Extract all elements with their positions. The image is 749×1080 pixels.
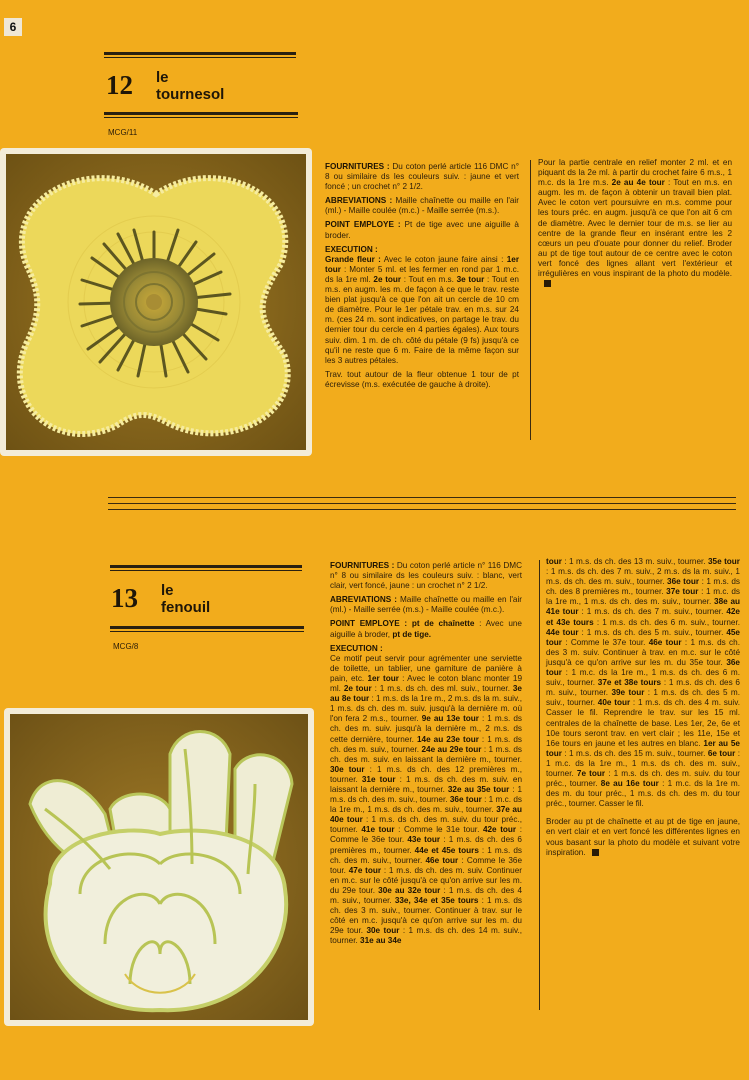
col2-text-q-13: : 1 m.c. ds la 1re m. des m. du tour préc., 1 m.s. ds ch. des m. du tour préc., tourner. Casser le fil. xyxy=(546,779,741,809)
exec-text-c-13: : 1 m.s. ds ch. des ml. suiv., tourner. xyxy=(371,684,513,694)
photo-fennel-doily xyxy=(4,708,314,1026)
pattern12-instructions-col2 xyxy=(538,158,732,293)
exec-text-j-13: : 1 m.s. ds ch. des m. suiv., tourner. xyxy=(330,784,522,805)
col2-text-g-13: : 1 m.s. ds ch. des 5 m. suiv., tourner. xyxy=(578,627,727,637)
fournitures-label-12: FOURNITURES : xyxy=(325,162,390,171)
exec-text-a-13: Ce motif peut servir pour agrémenter une serviette de toilette, un tablier, une garniture de panière à pain, etc. xyxy=(330,653,522,683)
end-mark-13 xyxy=(592,849,599,856)
point-text-12: Pt de tige avec une aiguille à broder. xyxy=(325,220,519,240)
col2-label-t36b-13: 36e tour xyxy=(546,657,740,678)
header-rule-bottom-13b xyxy=(110,631,304,632)
col2-label-t6-13: 6e tour xyxy=(707,748,736,758)
exec-text-t-13: : 1 m.s. ds ch. des 3 m. suiv., tourner. Continuer à trav. sur le côté en m.c. jusqu'à ce qu'on arrive sur les m. du 29e tour. xyxy=(330,896,523,936)
col2-text-n-13: : 1 m.s. ds ch. des 15 m. suiv., tourner. xyxy=(561,748,708,758)
execution-text2-12: Trav. tout autour de la fleur obtenue 1 tour de pt écrevisse (m.s. exécutée de gauche à droite). xyxy=(325,369,519,389)
exec-text-p-13: : 1 m.s. ds ch. des m. suiv., tourner. xyxy=(330,845,522,865)
pattern-number-12: 12 xyxy=(106,70,133,100)
exec-label-t30b-13: 30e au 32e tour xyxy=(378,885,441,895)
col2-label-tour-13: tour xyxy=(546,557,562,566)
header-rule-top-13b xyxy=(110,570,302,571)
pattern-title-13-line2: fenouil xyxy=(161,599,211,616)
end-mark-12 xyxy=(544,280,551,287)
section-separator-1 xyxy=(108,497,736,498)
col2-text-b-12: : Tout en m.s. en augm. les m. de façon à obtenir un travail bien plat. Avec le coton vert poursuivre en m.s. comme pour les tours préc. en augm. jusqu'à ce que l'on ait 6 cm de diamètre. Avec le dernier tour de m.s. se lier au centre de la grande fleur en insérant entre les 2 cœurs un peu d'ouate pour donner du relief. Broder au pt de tige tout autour de ce centre avec le coton vert foncé des lignes allant vert l'extérieur et irrégulières en vous inspirant de la photo du modèle. xyxy=(538,178,733,279)
pattern-ref-12: MCG/11 xyxy=(108,128,138,137)
header-rule-top-13 xyxy=(110,565,302,568)
exec-label-t47-13: 47e tour xyxy=(348,865,382,875)
col2-text-a-13: : 1 m.s. ds ch. des 13 m. suiv., tourner. xyxy=(561,557,708,566)
exec-text-n-13: : Comme le 36e tour. xyxy=(330,825,522,845)
fennel-doily-illustration xyxy=(10,714,308,1020)
pattern-title-12-line2: tournesol xyxy=(156,86,225,103)
col2-text-o-13: : 1 m.c. ds la 1re m., 1 m.s. ds ch. des m. suiv., tourner. xyxy=(546,748,740,778)
header-rule-bottom-12 xyxy=(104,112,298,115)
section-separator-3 xyxy=(108,509,736,510)
col2-text-p-13: : 1 m.s. ds ch. des m. suiv. du tour préc., tourner. xyxy=(546,768,740,789)
tour2-label-12: 2e tour xyxy=(373,274,402,284)
abreviations-label-12: ABREVIATIONS : xyxy=(325,196,393,206)
exec-label-t37-13: 37e au 40e tour xyxy=(330,805,522,825)
page-number: 6 xyxy=(4,18,22,36)
tour2-text-12: : Tout en m.s. xyxy=(401,274,457,284)
exec-text-u-13: : 1 m.s. ds ch. des 14 m. suiv., tourner. xyxy=(330,926,522,946)
col2-label-t1-13: 1er au 5e tour xyxy=(546,738,740,758)
col2-label-t35-13: 35e tour xyxy=(708,557,740,566)
exec-label-t41-13: 41e tour xyxy=(361,825,395,835)
exec-label-t2-13: 2e tour xyxy=(343,684,372,694)
execution-label-13: EXECUTION : xyxy=(330,643,383,653)
col2-text-j-13: : 1 m.c. ds la 1re m., 1 m.s. ds ch. des 6 m. suiv., tourner. xyxy=(546,668,740,688)
col2-label-12: 2e au 4e tour xyxy=(611,178,665,188)
point-text-13: : Avec une aiguille à broder, xyxy=(330,619,522,639)
point-label-13: POINT EMPLOYE : pt de chaînette xyxy=(330,619,475,629)
abreviations-label-13: ABREVIATIONS : xyxy=(330,595,397,605)
exec-text-r-13: : 1 m.s. ds ch. des m. suiv. Continuer en m.c. sur le côté jusqu'à ce qu'on arrive sur les m. du 29e tour. xyxy=(330,865,522,895)
col2-label-t45-13: 45e tour xyxy=(546,627,740,647)
execution-label-12: EXECUTION : xyxy=(325,244,378,254)
section-separator-2 xyxy=(108,503,736,504)
header-rule-bottom-13 xyxy=(110,626,304,629)
abreviations-text-13: Maille chaînette ou maille en l'air (ml.) - Maille serrée (m.s.) - Maille coulée (m.c.). xyxy=(330,595,522,615)
photo-sunflower-doily xyxy=(0,148,312,456)
col2-label-t38-13: 38e au 41e tour xyxy=(546,597,741,617)
exec-text-g-13: : 1 m.s. ds ch. des m. suiv. en laissant la dernière m., tourner. xyxy=(330,744,522,764)
exec-label-t31-13: 31e tour xyxy=(361,774,396,784)
col2-text-m-13: : 1 m.s. ds ch. des 4 m. suiv. Casser le fil. Reprendre le trav. sur les 15 ml. centrales de la chaînette de base. Les 1er, 2e, 6e et 10e tours seront trav. en vert clair ; les 11e, 15e et 16e tours en jaune et les autres en blanc. xyxy=(546,698,740,748)
col2-label-t37b-13: 37e et 38e tours xyxy=(597,678,662,688)
tour1-text-12: : Monter 5 ml. et les fermer en rond par 1 m.c. ds la 1re ml. xyxy=(325,264,519,284)
pattern-title-13-line1: le xyxy=(161,582,174,599)
tour3-label-12: 3e tour xyxy=(456,274,485,284)
pattern-ref-13: MCG/8 xyxy=(113,642,139,651)
exec-label-t9-13: 9e au 13e tour xyxy=(421,714,479,724)
exec-text-b-13: : Avec le coton blanc monter 19 ml. xyxy=(330,673,522,694)
exec-label-t14-13: 14e au 23e tour xyxy=(416,734,479,744)
tour3-text-12: : Tout en m.s. en augm. les m. de façon à ce que le trav. reste bien plat jusqu'à ce que l'on ait un cercle de 10 cm de diamètre. Pour le 1er pétale trav. en m.s. sur 24 m. (ces 24 m. sont indicatives, on partage le trav. du dernier tour du cercle en 4 parties égales). Aux tours suiv. dim. 1 m. de ch. côté du pétale (9 fs) jusqu'à ce qu'il ne reste que 6 m. Faire de la même façon sur les 3 autres pétales. xyxy=(325,274,519,365)
pattern13-instructions-col1 xyxy=(330,561,522,950)
sunflower-doily-illustration xyxy=(6,154,306,450)
abreviations-text-12: Maille chaînette ou maille en l'air (ml.) - Maille coulée (m.c.) - Maille serrée (m.s.). xyxy=(325,196,519,216)
header-rule-top-12 xyxy=(104,52,296,55)
col2-label-t39-13: 39e tour xyxy=(611,688,645,698)
col2-text-a-12: Pour la partie centrale en relief monter 2 ml. et en piquant ds la 2e ml. à partir du crochet faire 6 m.s., 1 m.c. ds la 1re m.s. xyxy=(538,158,732,188)
col2-label-t40-13: 40e tour xyxy=(597,698,631,708)
col2-text-f-13: : 1 m.s. ds ch. des 6 m. suiv., tourner. xyxy=(593,617,740,627)
point-text-bold-13: pt de tige. xyxy=(392,629,432,639)
col2-label-t44-13: 44e tour xyxy=(546,627,579,637)
exec-label-t1-13: 1er tour xyxy=(367,673,399,683)
column-divider-12 xyxy=(530,160,531,440)
pattern-title-12-line1: le xyxy=(156,69,169,86)
exec-label-t3-13: 3e au 8e tour xyxy=(330,684,522,704)
header-rule-top-12b xyxy=(104,57,296,58)
exec-text-m-13: : Comme le 31e tour. xyxy=(394,825,483,835)
exec-label-t46-13: 46e tour xyxy=(425,855,459,865)
pattern13-instructions-col2 xyxy=(546,557,740,862)
tour1-label-12: 1er tour xyxy=(325,254,520,274)
col2-final-text-13: Broder au pt de chaînette et au pt de tige en jaune, en vert clair et en vert foncé les différentes lignes en vous basant sur la photo du modèle et suivant votre inspiration. xyxy=(546,817,740,857)
exec-text-o-13: : 1 m.s. ds ch. des 6 premières m., tourner. xyxy=(330,835,522,855)
col2-text-e-13: : 1 m.s. ds ch. des 7 m. suiv., tourner. xyxy=(578,607,727,617)
exec-text-s-13: : 1 m.s. ds ch. des 4 m. suiv., tourner. xyxy=(330,885,522,905)
exec-text-k-13: : 1 m.c. ds la 1re m., 1 m.s. ds ch. des m. suiv., tourner. xyxy=(330,795,522,815)
col2-label-t7-13: 7e tour xyxy=(576,768,606,778)
col2-label-t37-13: 37e tour xyxy=(666,587,699,597)
col2-label-t42-13: 42e et 43e tours xyxy=(546,607,740,627)
exec-text-d-13: : 1 m.s. ds la 1re m., 2 m.s. ds la m. suiv., 1 m.s. ds ch. des m. suiv. jusqu'à la dernière m. où l'on fera 2 m.s., tourner. xyxy=(330,694,522,724)
col2-text-d-13: : 1 m.c. ds la 1re m., 1 m.s. ds ch. des m. suiv., tourner. xyxy=(546,587,740,607)
execution-text1-12: Avec le coton jaune faire ainsi : xyxy=(380,254,507,264)
execution-intro-label-12: Grande fleur : xyxy=(325,254,381,264)
exec-label-t32-13: 32e au 35e tour xyxy=(447,784,510,794)
exec-label-t30-13: 30e tour xyxy=(330,764,365,774)
col2-text-h-13: : Comme le 37e tour. xyxy=(561,637,649,647)
col2-label-t8-13: 8e au 16e tour xyxy=(600,779,659,789)
col2-text-i-13: : 1 m.s. ds ch. des 3 m. suiv. Continuer à trav. en m.c. sur le côté jusqu'à ce qu'on arrive sur les m. du 35e tour. xyxy=(546,637,740,667)
exec-text-l-13: : 1 m.s. ds ch. des m. suiv. du tour préc., tourner. xyxy=(330,815,522,835)
fournitures-text-12: Du coton perlé article 116 DMC n° 8 ou similaire ds les couleurs suiv. : jaune et vert foncé ; un crochet n° 2 1/2. xyxy=(325,162,519,192)
col2-text-b-13: : 1 m.s. ds ch. des 7 m. suiv., 2 m.s. ds la m. suiv., 1 m.s. ds ch. des m. suiv., tourner. xyxy=(546,567,740,587)
exec-label-t33-13: 33e, 34e et 35e tours xyxy=(394,896,479,905)
exec-text-f-13: : 1 m.s. ds ch. des m. suiv., tourner. xyxy=(330,734,522,754)
exec-text-h-13: : 1 m.s. ds ch. des 12 premières m., tourner. xyxy=(330,764,522,784)
col2-text-l-13: : 1 m.s. ds ch. des 5 m. suiv., tourner. xyxy=(546,688,740,708)
fournitures-text-13: Du coton perlé article n° 116 DMC n° 8 ou similaire ds les couleurs suiv. : blanc, vert clair, vert foncé, jaune : un crochet n° 2 1/2. xyxy=(330,561,522,591)
col2-text-k-13: : 1 m.s. ds ch. des 6 m. suiv., tourner. xyxy=(546,678,740,698)
exec-label-t42-13: 42e tour xyxy=(482,825,517,835)
exec-text-e-13: : 1 m.s. ds ch. des m. suiv. jusqu'à la dernière m., 2 m.s. ds cette dernière, tourner. xyxy=(330,714,522,744)
exec-label-t36-13: 36e tour xyxy=(449,795,482,805)
fournitures-label-13: FOURNITURES : xyxy=(330,561,395,570)
col2-label-t36-13: 36e tour xyxy=(667,577,700,587)
pattern-number-13: 13 xyxy=(111,583,138,613)
col2-label-t46-13: 46e tour xyxy=(648,637,682,647)
exec-text-i-13: : 1 m.s. ds ch. des m. suiv. en laissant la dernière m., tourner. xyxy=(330,774,522,794)
column-divider-13 xyxy=(539,560,540,1010)
exec-label-t24-13: 24e au 29e tour xyxy=(421,744,482,754)
header-rule-bottom-12b xyxy=(104,117,298,118)
point-label-12: POINT EMPLOYE : xyxy=(325,220,401,230)
exec-label-t44-13: 44e et 45e tours xyxy=(414,845,479,855)
exec-label-t31b-13: 31e au 34e xyxy=(360,936,402,946)
pattern12-instructions-col1 xyxy=(325,162,519,394)
exec-text-q-13: : Comme le 36e tour. xyxy=(330,855,522,875)
exec-label-t30c-13: 30e tour xyxy=(366,926,400,936)
exec-label-t43-13: 43e tour xyxy=(407,835,441,845)
col2-text-c-13: : 1 m.s. ds ch. des 8 premières m., tourner. xyxy=(546,577,740,597)
